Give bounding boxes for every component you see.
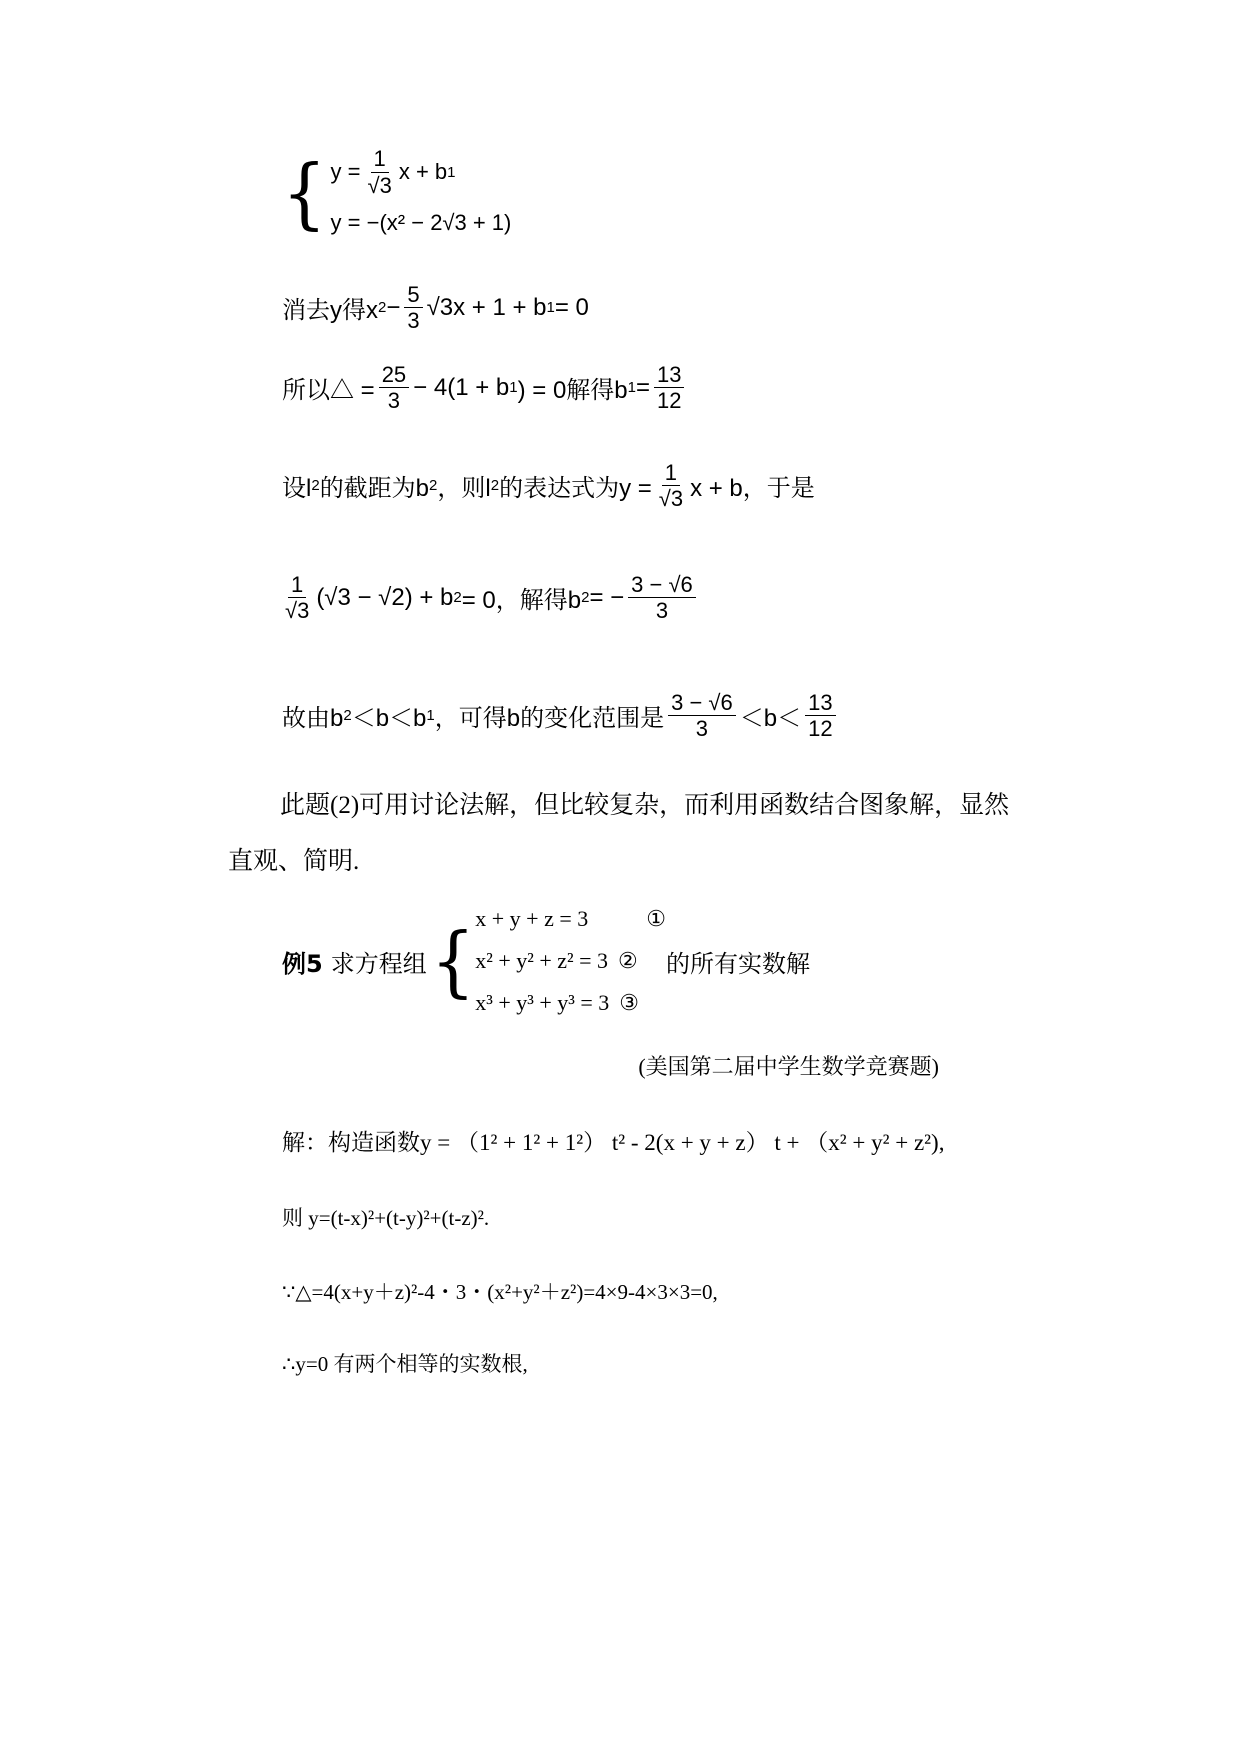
example-5 (282, 898, 810, 1024)
solution-line-4: ∴y=0 有两个相等的实数根, (282, 1352, 528, 1376)
equation-2: x² + y² + z² = 3 ② (475, 948, 638, 973)
left-brace: { (282, 147, 327, 239)
solution-line-3: ∵△=4(x+y＋z)²-4・3・(x²+y²＋z²)=4×9-4×3×3=0, (282, 1280, 718, 1304)
left-brace: { (430, 915, 476, 1007)
system-1-row-1: y = $\frac{1}{√3}$ x + b 1 (330, 146, 456, 198)
b2-line: $\frac{1}{√3}$ (√3 − √2) + b 2 = 0，解得b 2 = − $\frac{3 - √6}{3}$ (278, 572, 700, 624)
eliminate-line: 消去y得x 2 − $\frac{5}{3}$ √3x + 1 + b 1 = 0 (282, 282, 589, 334)
solution-line-2: 则 y=(t-x)²+(t-y)²+(t-z)². (282, 1206, 490, 1230)
equation-3: x³ + y³ + y³ = 3 ③ (475, 990, 639, 1015)
l2-line: 设l 2 的截距为b 2 ，则l 2 的表达式为y = $\frac{1}{√3}$ x + b，于是 (282, 460, 815, 512)
range-line: 故由b 2 ＜b＜b 1 ，可得b的变化范围是 $\frac{3 - √6}{3}$ ＜b＜ $\frac{13}{12}$ (282, 690, 840, 742)
example-suffix: 的所有实数解 (665, 949, 810, 978)
delta-line: 所以△ = $\frac{25}{3}$ − 4(1 + b 1 ) = 0解得b 1 = $\frac{13}{12}$ (282, 362, 688, 414)
example-prefix: 求方程组 (330, 949, 427, 978)
system-1-row-2: y = −(x² − 2√3 + 1) (330, 210, 512, 235)
example-label: 例5 (282, 949, 323, 978)
equation-1: x + y + z = 3 ① (475, 906, 666, 931)
paragraph-remark: 此题(2)可用讨论法解，但比较复杂，而利用函数结合图象解，显然直观、简明. (228, 792, 1010, 875)
system-1 (282, 142, 511, 244)
solution-line-1: 解：构造函数y = （1² + 1² + 1²） t² - 2(x + y + z） t + （x² + y² + z²), (282, 1130, 945, 1155)
problem-source: (美国第二届中学生数学竞赛题) (638, 1054, 939, 1079)
